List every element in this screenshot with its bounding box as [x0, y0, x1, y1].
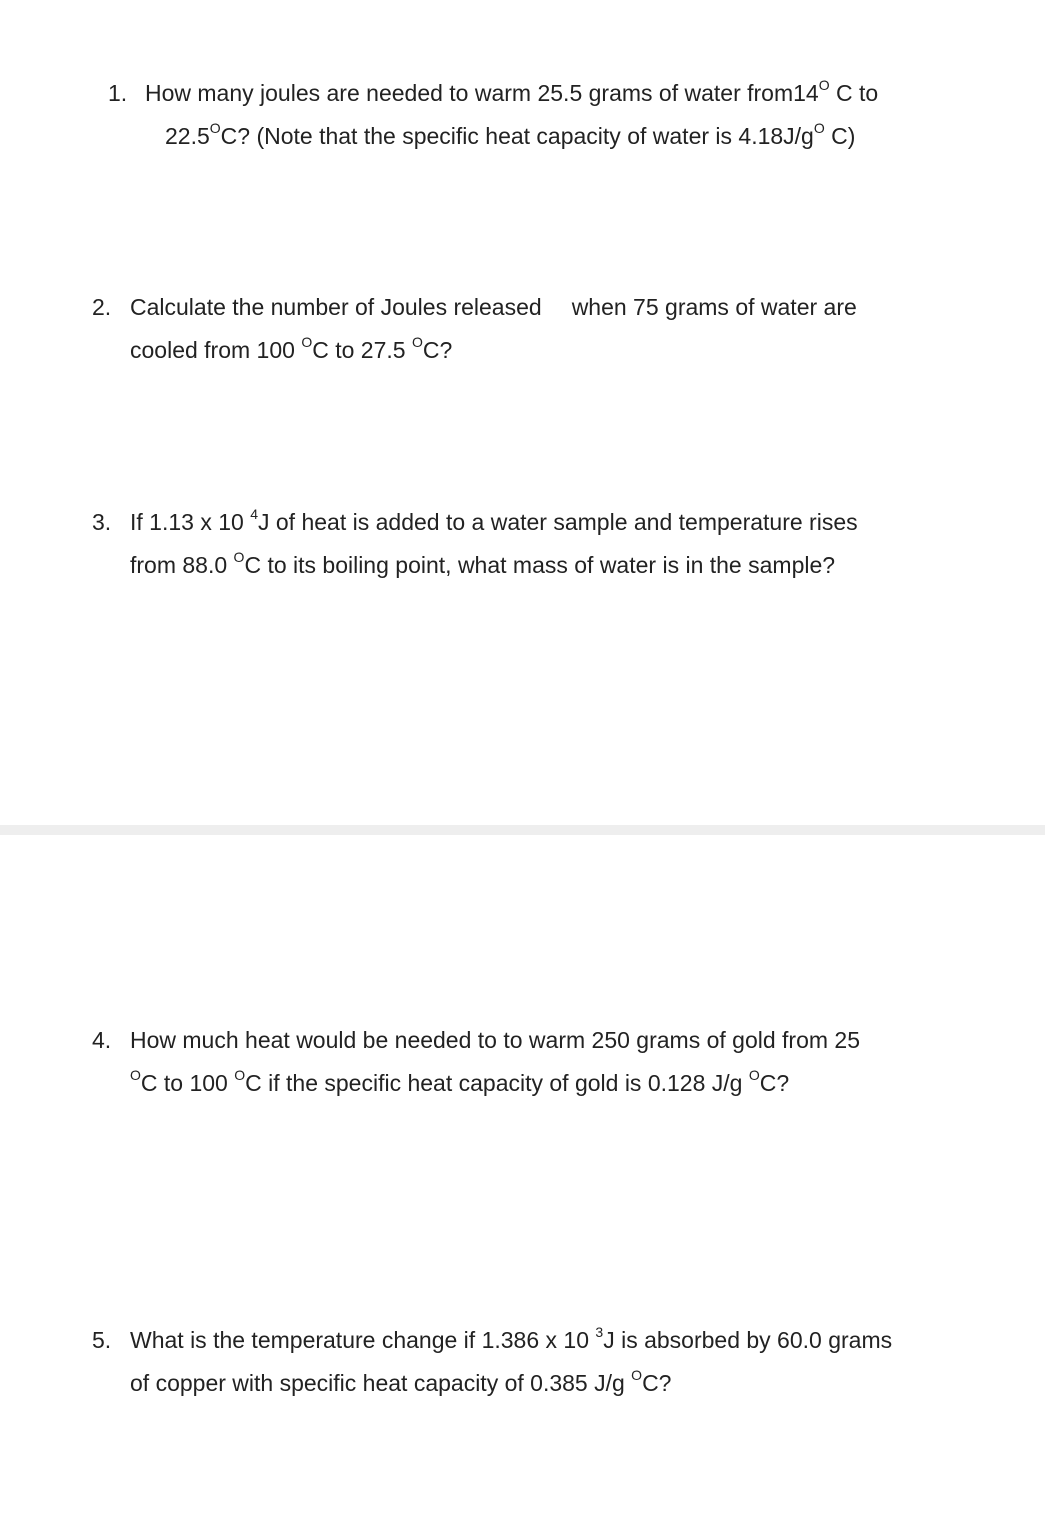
question-text-line: What is the temperature change if 1.386 x 10 $^3$J is absorbed by 60.0 grams: [130, 1324, 893, 1353]
question-text-line: Calculate the number of Joules released when 75 grams of water are: [130, 294, 857, 320]
question-text-line: $22.5^OC$? (Note that the specific heat capacity of water is $4.18J/g^O$ C): [165, 120, 856, 149]
question-text-line: cooled from 100 $^O$C to 27.5 $^O$C?: [130, 334, 453, 363]
question-number: 2.: [92, 294, 112, 320]
question-text-line: If 1.13 x 10 $^4$J of heat is added to a water sample and temperature rises: [130, 506, 858, 535]
question-number: 3.: [92, 509, 112, 535]
question-text-line: How many joules are needed to warm 25.5 grams of water $from14^O$ C to: [145, 77, 879, 106]
question-text-line: $^O$C to 100 $^O$C if the specific heat capacity of gold is 0.128 J/g $^O$C?: [130, 1067, 790, 1096]
question-3: [92, 501, 858, 587]
question-4: [92, 1019, 860, 1105]
question-number: 1.: [108, 80, 128, 106]
question-1: [108, 72, 878, 158]
question-5: [92, 1319, 892, 1405]
question-number: 4.: [92, 1027, 112, 1053]
page-separator: [0, 825, 1045, 835]
question-text-line: from 88.0 $^O$C to its boiling point, what mass of water is in the sample?: [130, 549, 836, 578]
question-text-line: How much heat would be needed to to warm 250 grams of gold from 25: [130, 1027, 861, 1053]
question-number: 5.: [92, 1327, 112, 1353]
worksheet-page-2: [0, 835, 1045, 1519]
question-text-line: of copper with specific heat capacity of 0.385 J/g $^O$C?: [130, 1367, 672, 1396]
question-2: [92, 286, 857, 372]
